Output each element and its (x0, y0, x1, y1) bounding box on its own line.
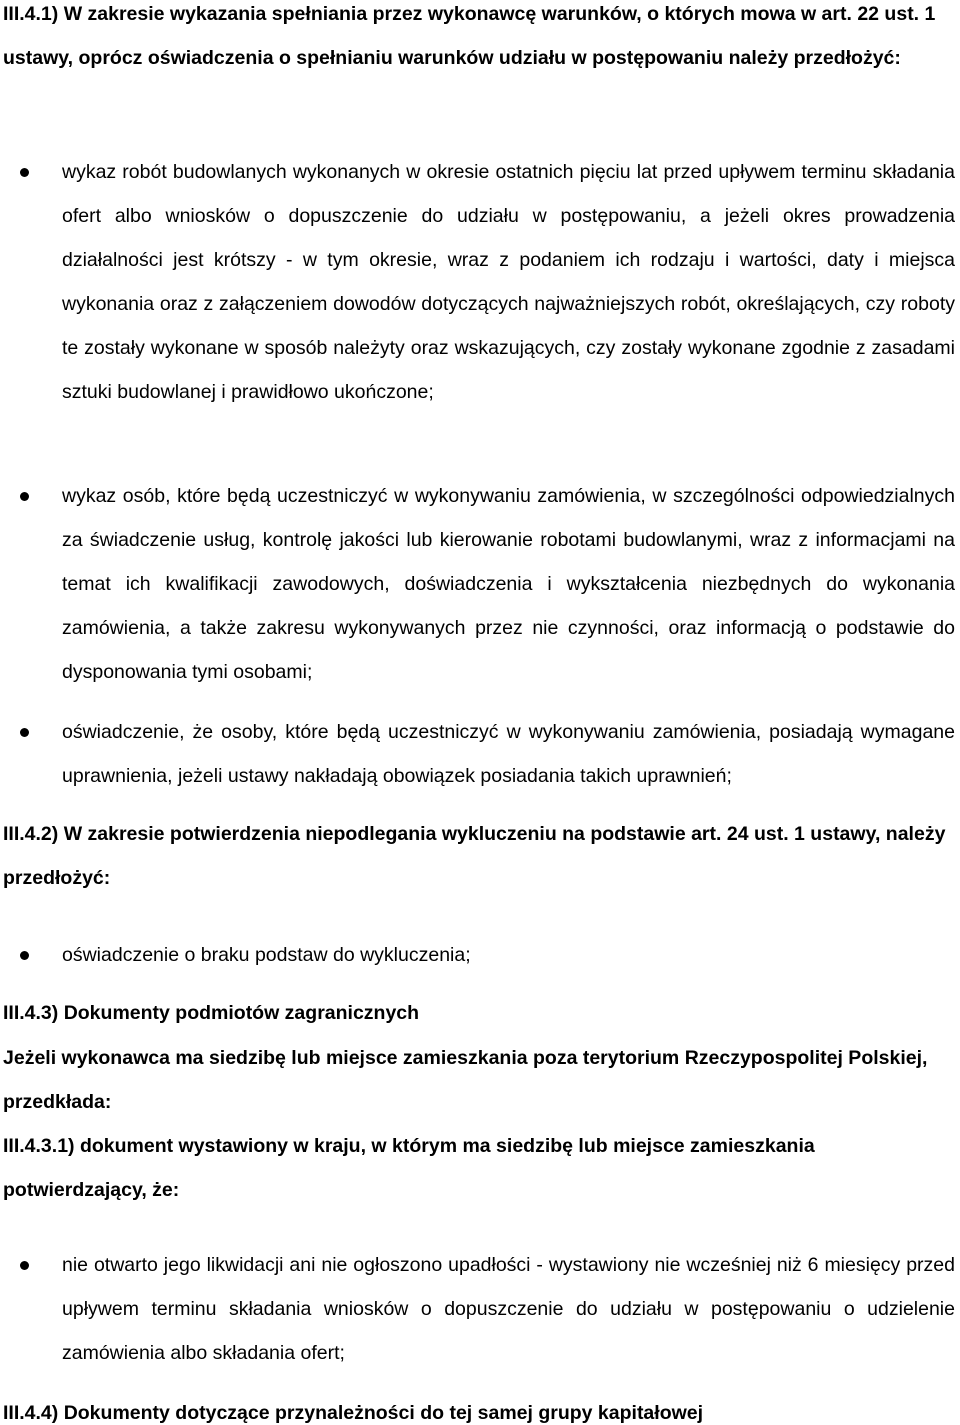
foreign-entities-intro: Jeżeli wykonawca ma siedzibę lub miejsce zamieszkania poza terytorium Rzeczypospolitej Polskiej, przedkłada: (3, 1047, 928, 1113)
list-item-qualifications-statement: oświadczenie, że osoby, które będą uczestniczyć w wykonywaniu zamówienia, posiadają wymagane uprawnienia, jeżeli ustawy nakładają obowiązek posiadania takich uprawnień; (62, 721, 955, 787)
list-item-persons-list: wykaz osób, które będą uczestniczyć w wykonywaniu zamówienia, w szczególności odpowiedzialnych za świadczenie usług, kontrolę jakości lub kierowanie robotami budowlanymi, wraz z informacjami na temat ich kwalifikacji zawodowych, doświadczenia i wykształcenia niezbędnych do wykonania zamówienia, a także zakresu wykonywanych przez nie czynności, oraz informacją o podstawie do dysponowania tymi osobami; (62, 485, 955, 683)
section-heading-iii-4-4: III.4.4) Dokumenty dotyczące przynależności do tej samej grupy kapitałowej (3, 1402, 704, 1424)
list-item-no-exclusion-statement: oświadczenie o braku podstaw do wykluczenia; (62, 944, 471, 966)
bullet-icon (20, 728, 29, 737)
bullet-icon (20, 951, 29, 960)
section-heading-iii-4-1: III.4.1) W zakresie wykazania spełniania przez wykonawcę warunków, o których mowa w art. 22 ust. 1 ustawy, oprócz oświadczenia o spełnianiu warunków udziału w postępowaniu należy przedłożyć: (3, 3, 936, 69)
bullet-icon (20, 1261, 29, 1270)
section-heading-iii-4-3-1: III.4.3.1) dokument wystawiony w kraju, w którym ma siedzibę lub miejsce zamieszkania potwierdzający, że: (3, 1135, 815, 1201)
section-heading-iii-4-3: III.4.3) Dokumenty podmiotów zagranicznych (3, 1002, 420, 1024)
list-item-works-list: wykaz robót budowlanych wykonanych w okresie ostatnich pięciu lat przed upływem terminu składania ofert albo wniosków o dopuszczenie do udziału w postępowaniu, a jeżeli okres prowadzenia działalności jest krótszy - w tym okresie, wraz z podaniem ich rodzaju i wartości, daty i miejsca wykonania oraz z załączeniem dowodów dotyczących najważniejszych robót, określających, czy roboty te zostały wykonane w sposób należyty oraz wskazujących, czy zostały wykonane zgodnie z zasadami sztuki budowlanej i prawidłowo ukończone; (62, 161, 955, 403)
list-item-no-liquidation: nie otwarto jego likwidacji ani nie ogłoszono upadłości - wystawiony nie wcześniej niż 6 miesięcy przed upływem terminu składania wniosków o dopuszczenie do udziału w postępowaniu o udzielenie zamówienia albo składania ofert; (62, 1254, 955, 1364)
bullet-icon (20, 168, 29, 177)
bullet-icon (20, 492, 29, 501)
section-heading-iii-4-2: III.4.2) W zakresie potwierdzenia niepodlegania wykluczeniu na podstawie art. 24 ust. 1 ustawy, należy przedłożyć: (3, 823, 946, 889)
